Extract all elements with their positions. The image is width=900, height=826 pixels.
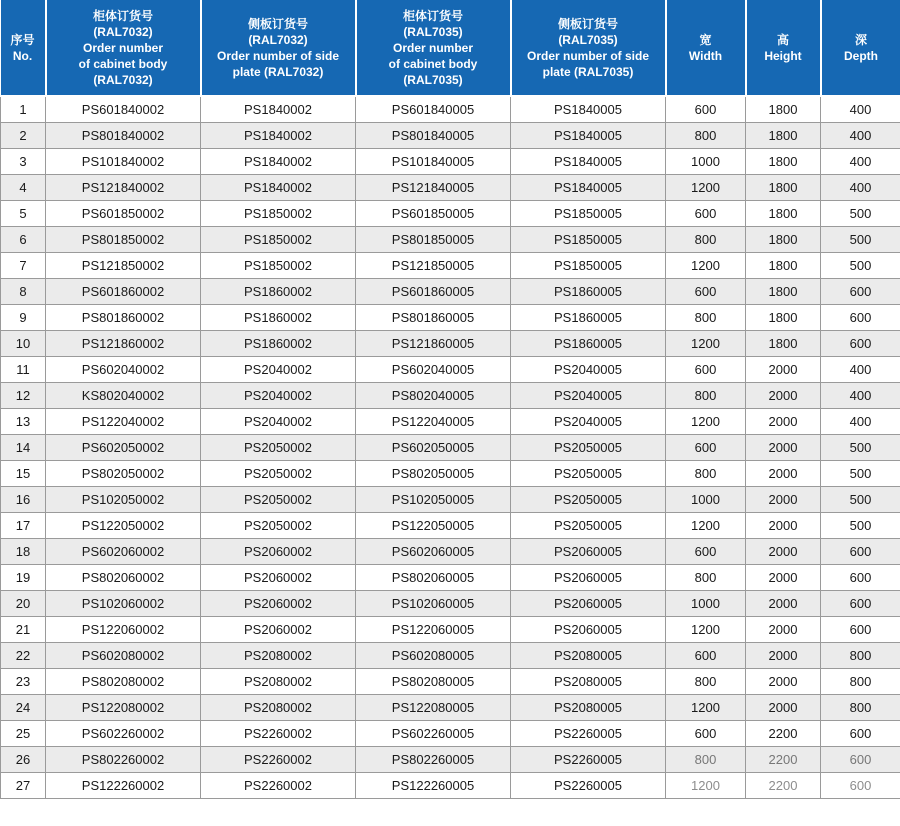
cell-width: 600 xyxy=(666,538,746,564)
column-header-body-ral7035-en1: Order number xyxy=(392,40,473,55)
cell-height: 2200 xyxy=(746,746,821,772)
cell-side-ral7032: PS1840002 xyxy=(201,122,356,148)
column-header-depth xyxy=(821,0,900,96)
cell-depth: 600 xyxy=(821,720,900,746)
cell-body-ral7035: PS802060005 xyxy=(356,564,511,590)
cell-no: 23 xyxy=(1,668,46,694)
column-header-body-ral7035-en3: (RAL7035) xyxy=(403,72,463,87)
cell-no: 15 xyxy=(1,460,46,486)
table-row xyxy=(1,486,900,512)
cell-height: 2000 xyxy=(746,642,821,668)
cell-body-ral7035: PS122260005 xyxy=(356,772,511,798)
cell-no: 20 xyxy=(1,590,46,616)
column-header-side-ral7035-ral: (RAL7035) xyxy=(558,32,618,47)
cell-side-ral7035: PS1840005 xyxy=(511,96,666,122)
cell-side-ral7035: PS2060005 xyxy=(511,616,666,642)
table-row xyxy=(1,460,900,486)
cell-side-ral7035: PS1850005 xyxy=(511,200,666,226)
cell-body-ral7035: PS601860005 xyxy=(356,278,511,304)
cell-depth: 400 xyxy=(821,174,900,200)
cell-body-ral7035: PS802260005 xyxy=(356,746,511,772)
table-row xyxy=(1,408,900,434)
table-row xyxy=(1,382,900,408)
cell-body-ral7035: PS602080005 xyxy=(356,642,511,668)
cell-no: 14 xyxy=(1,434,46,460)
cell-side-ral7035: PS1840005 xyxy=(511,148,666,174)
cell-depth: 600 xyxy=(821,564,900,590)
table-row xyxy=(1,564,900,590)
table-row xyxy=(1,616,900,642)
column-header-width-zh: 宽 xyxy=(699,32,712,47)
cell-no: 18 xyxy=(1,538,46,564)
cell-side-ral7035: PS1840005 xyxy=(511,174,666,200)
cell-width: 1200 xyxy=(666,408,746,434)
column-header-side-ral7032-en2: plate (RAL7032) xyxy=(232,64,324,79)
cell-side-ral7035: PS1840005 xyxy=(511,122,666,148)
cell-height: 2000 xyxy=(746,486,821,512)
cell-body-ral7032: PS122260002 xyxy=(46,772,201,798)
cell-width: 800 xyxy=(666,460,746,486)
cell-height: 2000 xyxy=(746,538,821,564)
cell-side-ral7032: PS1850002 xyxy=(201,200,356,226)
cell-no: 25 xyxy=(1,720,46,746)
cell-side-ral7032: PS1860002 xyxy=(201,304,356,330)
cell-width: 600 xyxy=(666,642,746,668)
cell-height: 2200 xyxy=(746,720,821,746)
column-header-depth-en: Depth xyxy=(844,48,878,63)
cell-side-ral7032: PS2060002 xyxy=(201,590,356,616)
cell-height: 1800 xyxy=(746,122,821,148)
cell-body-ral7035: PS602060005 xyxy=(356,538,511,564)
cell-body-ral7035: PS801850005 xyxy=(356,226,511,252)
cell-body-ral7032: PS121850002 xyxy=(46,252,201,278)
table-row xyxy=(1,96,900,122)
cell-body-ral7035: PS801860005 xyxy=(356,304,511,330)
column-header-side-ral7035-en1: Order number of side xyxy=(526,48,650,63)
column-header-no-zh: 序号 xyxy=(10,32,35,47)
cell-side-ral7032: PS2260002 xyxy=(201,720,356,746)
cell-width: 1000 xyxy=(666,486,746,512)
cell-body-ral7032: PS122060002 xyxy=(46,616,201,642)
table-row xyxy=(1,252,900,278)
cell-side-ral7032: PS2080002 xyxy=(201,642,356,668)
cell-body-ral7035: PS602050005 xyxy=(356,434,511,460)
table-row xyxy=(1,122,900,148)
cell-body-ral7032: PS602060002 xyxy=(46,538,201,564)
cell-depth: 600 xyxy=(821,772,900,798)
column-header-body-ral7032-en1: Order number xyxy=(82,40,163,55)
cell-body-ral7035: PS601850005 xyxy=(356,200,511,226)
column-header-side-ral7032 xyxy=(201,0,356,96)
cell-side-ral7035: PS2260005 xyxy=(511,746,666,772)
column-header-side-ral7035-zh: 侧板订货号 xyxy=(557,16,618,31)
cell-side-ral7032: PS2260002 xyxy=(201,772,356,798)
cell-side-ral7035: PS2060005 xyxy=(511,538,666,564)
cell-no: 12 xyxy=(1,382,46,408)
table-row xyxy=(1,200,900,226)
cell-height: 2000 xyxy=(746,668,821,694)
table-row xyxy=(1,746,900,772)
cell-depth: 500 xyxy=(821,486,900,512)
cell-width: 1200 xyxy=(666,616,746,642)
cell-body-ral7032: PS601850002 xyxy=(46,200,201,226)
cell-depth: 400 xyxy=(821,382,900,408)
table-body xyxy=(1,96,900,798)
cell-side-ral7032: PS2040002 xyxy=(201,382,356,408)
cell-no: 2 xyxy=(1,122,46,148)
cell-side-ral7032: PS2060002 xyxy=(201,564,356,590)
column-header-side-ral7032-en1: Order number of side xyxy=(216,48,340,63)
cell-no: 13 xyxy=(1,408,46,434)
cell-side-ral7032: PS1840002 xyxy=(201,174,356,200)
cell-body-ral7035: PS602040005 xyxy=(356,356,511,382)
cell-body-ral7032: PS801850002 xyxy=(46,226,201,252)
column-header-body-ral7032-ral: (RAL7032) xyxy=(93,24,153,39)
cell-no: 3 xyxy=(1,148,46,174)
cell-width: 1200 xyxy=(666,772,746,798)
cell-side-ral7035: PS1860005 xyxy=(511,330,666,356)
cell-body-ral7035: PS121850005 xyxy=(356,252,511,278)
cell-height: 1800 xyxy=(746,330,821,356)
cell-depth: 600 xyxy=(821,590,900,616)
cell-body-ral7032: PS121860002 xyxy=(46,330,201,356)
cell-side-ral7035: PS2060005 xyxy=(511,564,666,590)
cell-body-ral7032: PS802260002 xyxy=(46,746,201,772)
cell-no: 9 xyxy=(1,304,46,330)
cell-width: 1200 xyxy=(666,252,746,278)
cell-side-ral7035: PS1850005 xyxy=(511,226,666,252)
cell-no: 21 xyxy=(1,616,46,642)
cell-body-ral7032: PS102060002 xyxy=(46,590,201,616)
table-row xyxy=(1,512,900,538)
cell-side-ral7032: PS2050002 xyxy=(201,486,356,512)
cell-body-ral7032: PS601860002 xyxy=(46,278,201,304)
column-header-body-ral7035 xyxy=(356,0,511,96)
cell-width: 800 xyxy=(666,122,746,148)
column-header-side-ral7035 xyxy=(511,0,666,96)
table-row xyxy=(1,720,900,746)
cell-height: 2000 xyxy=(746,616,821,642)
cell-no: 16 xyxy=(1,486,46,512)
cell-body-ral7035: PS601840005 xyxy=(356,96,511,122)
header-row xyxy=(1,0,900,96)
cell-side-ral7035: PS2260005 xyxy=(511,720,666,746)
cell-width: 800 xyxy=(666,564,746,590)
cell-side-ral7035: PS2050005 xyxy=(511,486,666,512)
cell-width: 1200 xyxy=(666,512,746,538)
column-header-height xyxy=(746,0,821,96)
cell-body-ral7032: PS801840002 xyxy=(46,122,201,148)
cell-height: 2200 xyxy=(746,772,821,798)
cell-body-ral7032: PS602080002 xyxy=(46,642,201,668)
cell-no: 11 xyxy=(1,356,46,382)
cell-depth: 400 xyxy=(821,122,900,148)
cell-width: 600 xyxy=(666,96,746,122)
table-row xyxy=(1,304,900,330)
cell-depth: 400 xyxy=(821,408,900,434)
cell-side-ral7035: PS2060005 xyxy=(511,590,666,616)
column-header-body-ral7035-zh: 柜体订货号 xyxy=(402,8,463,23)
column-header-body-ral7035-ral: (RAL7035) xyxy=(403,24,463,39)
table-row xyxy=(1,590,900,616)
column-header-body-ral7035-en2: of cabinet body xyxy=(388,56,478,71)
cell-body-ral7035: PS121860005 xyxy=(356,330,511,356)
cell-depth: 500 xyxy=(821,434,900,460)
cell-body-ral7032: PS122080002 xyxy=(46,694,201,720)
cell-width: 600 xyxy=(666,278,746,304)
cell-width: 600 xyxy=(666,356,746,382)
cell-side-ral7035: PS2080005 xyxy=(511,694,666,720)
cell-width: 1000 xyxy=(666,590,746,616)
cell-depth: 600 xyxy=(821,330,900,356)
cell-depth: 500 xyxy=(821,512,900,538)
cell-body-ral7032: PS101840002 xyxy=(46,148,201,174)
cell-body-ral7032: KS802040002 xyxy=(46,382,201,408)
cell-no: 22 xyxy=(1,642,46,668)
cell-depth: 600 xyxy=(821,278,900,304)
cell-depth: 500 xyxy=(821,226,900,252)
cell-width: 1200 xyxy=(666,174,746,200)
cell-depth: 500 xyxy=(821,200,900,226)
cell-body-ral7035: PS122050005 xyxy=(356,512,511,538)
cell-body-ral7032: PS122040002 xyxy=(46,408,201,434)
cell-side-ral7035: PS2050005 xyxy=(511,434,666,460)
cell-depth: 800 xyxy=(821,668,900,694)
cell-depth: 600 xyxy=(821,538,900,564)
cell-body-ral7032: PS602050002 xyxy=(46,434,201,460)
cell-height: 1800 xyxy=(746,304,821,330)
cell-side-ral7035: PS2050005 xyxy=(511,512,666,538)
cell-side-ral7035: PS2040005 xyxy=(511,356,666,382)
cell-side-ral7032: PS1860002 xyxy=(201,330,356,356)
cell-depth: 500 xyxy=(821,460,900,486)
column-header-body-ral7032-zh: 柜体订货号 xyxy=(92,8,153,23)
cell-side-ral7035: PS2040005 xyxy=(511,408,666,434)
column-header-height-zh: 高 xyxy=(776,32,789,47)
cell-side-ral7035: PS1860005 xyxy=(511,304,666,330)
cell-no: 17 xyxy=(1,512,46,538)
cell-height: 1800 xyxy=(746,174,821,200)
table-row xyxy=(1,538,900,564)
cell-side-ral7032: PS2050002 xyxy=(201,434,356,460)
cell-height: 2000 xyxy=(746,408,821,434)
cell-width: 800 xyxy=(666,382,746,408)
cell-no: 19 xyxy=(1,564,46,590)
table-row xyxy=(1,278,900,304)
cell-depth: 600 xyxy=(821,746,900,772)
cell-depth: 400 xyxy=(821,148,900,174)
cell-no: 7 xyxy=(1,252,46,278)
cell-side-ral7032: PS2050002 xyxy=(201,512,356,538)
cell-no: 6 xyxy=(1,226,46,252)
cell-body-ral7035: PS102060005 xyxy=(356,590,511,616)
cell-no: 1 xyxy=(1,96,46,122)
table-row xyxy=(1,668,900,694)
cell-depth: 600 xyxy=(821,304,900,330)
cell-side-ral7032: PS2060002 xyxy=(201,538,356,564)
cell-height: 2000 xyxy=(746,694,821,720)
cell-body-ral7035: PS102050005 xyxy=(356,486,511,512)
cell-body-ral7035: PS122080005 xyxy=(356,694,511,720)
cell-side-ral7032: PS2260002 xyxy=(201,746,356,772)
column-header-body-ral7032-en2: of cabinet body xyxy=(78,56,168,71)
cell-body-ral7032: PS802060002 xyxy=(46,564,201,590)
table-row xyxy=(1,148,900,174)
cell-side-ral7032: PS1850002 xyxy=(201,252,356,278)
cell-body-ral7032: PS121840002 xyxy=(46,174,201,200)
cell-body-ral7032: PS602260002 xyxy=(46,720,201,746)
table-row xyxy=(1,174,900,200)
cell-body-ral7032: PS802050002 xyxy=(46,460,201,486)
cell-side-ral7032: PS1860002 xyxy=(201,278,356,304)
column-header-side-ral7032-ral: (RAL7032) xyxy=(248,32,308,47)
table-row xyxy=(1,226,900,252)
cell-body-ral7035: PS802040005 xyxy=(356,382,511,408)
cell-depth: 800 xyxy=(821,642,900,668)
cell-body-ral7035: PS122060005 xyxy=(356,616,511,642)
cell-width: 1200 xyxy=(666,330,746,356)
cell-width: 1000 xyxy=(666,148,746,174)
cell-height: 1800 xyxy=(746,226,821,252)
column-header-no xyxy=(1,0,46,96)
cell-body-ral7032: PS801860002 xyxy=(46,304,201,330)
column-header-body-ral7032 xyxy=(46,0,201,96)
table-row xyxy=(1,356,900,382)
cell-no: 5 xyxy=(1,200,46,226)
cell-body-ral7032: PS102050002 xyxy=(46,486,201,512)
cell-no: 24 xyxy=(1,694,46,720)
cell-height: 1800 xyxy=(746,252,821,278)
cell-side-ral7032: PS1840002 xyxy=(201,148,356,174)
cell-body-ral7032: PS601840002 xyxy=(46,96,201,122)
cell-side-ral7032: PS1840002 xyxy=(201,96,356,122)
cell-side-ral7035: PS2080005 xyxy=(511,642,666,668)
cell-body-ral7032: PS122050002 xyxy=(46,512,201,538)
column-header-side-ral7032-zh: 侧板订货号 xyxy=(247,16,308,31)
cell-width: 800 xyxy=(666,226,746,252)
cell-width: 800 xyxy=(666,668,746,694)
cell-side-ral7032: PS1850002 xyxy=(201,226,356,252)
cell-width: 600 xyxy=(666,200,746,226)
cell-height: 2000 xyxy=(746,590,821,616)
cell-width: 800 xyxy=(666,746,746,772)
cell-height: 2000 xyxy=(746,434,821,460)
cell-no: 27 xyxy=(1,772,46,798)
cell-body-ral7035: PS101840005 xyxy=(356,148,511,174)
column-header-side-ral7035-en2: plate (RAL7035) xyxy=(542,64,634,79)
cell-depth: 500 xyxy=(821,252,900,278)
cell-side-ral7032: PS2050002 xyxy=(201,460,356,486)
cell-height: 1800 xyxy=(746,96,821,122)
column-header-height-en: Height xyxy=(764,48,802,63)
column-header-width-en: Width xyxy=(688,48,723,63)
column-header-body-ral7032-en3: (RAL7032) xyxy=(93,72,153,87)
cell-side-ral7032: PS2040002 xyxy=(201,408,356,434)
cell-height: 2000 xyxy=(746,512,821,538)
cell-height: 1800 xyxy=(746,148,821,174)
cell-body-ral7035: PS122040005 xyxy=(356,408,511,434)
cell-height: 2000 xyxy=(746,460,821,486)
cell-width: 600 xyxy=(666,720,746,746)
cell-side-ral7032: PS2080002 xyxy=(201,694,356,720)
table-row xyxy=(1,772,900,798)
cell-no: 8 xyxy=(1,278,46,304)
cell-height: 2000 xyxy=(746,564,821,590)
cell-no: 4 xyxy=(1,174,46,200)
column-header-depth-zh: 深 xyxy=(854,32,867,47)
cell-side-ral7035: PS2050005 xyxy=(511,460,666,486)
cell-height: 1800 xyxy=(746,278,821,304)
cell-side-ral7035: PS1850005 xyxy=(511,252,666,278)
cell-body-ral7035: PS802080005 xyxy=(356,668,511,694)
cell-side-ral7032: PS2040002 xyxy=(201,356,356,382)
cell-body-ral7035: PS802050005 xyxy=(356,460,511,486)
cell-height: 2000 xyxy=(746,382,821,408)
cell-side-ral7035: PS2260005 xyxy=(511,772,666,798)
cell-body-ral7032: PS802080002 xyxy=(46,668,201,694)
table-header xyxy=(1,0,900,96)
cell-no: 26 xyxy=(1,746,46,772)
cell-body-ral7035: PS602260005 xyxy=(356,720,511,746)
column-header-width xyxy=(666,0,746,96)
table-row xyxy=(1,694,900,720)
cell-no: 10 xyxy=(1,330,46,356)
cell-body-ral7032: PS602040002 xyxy=(46,356,201,382)
table-row xyxy=(1,434,900,460)
cell-depth: 400 xyxy=(821,96,900,122)
cell-side-ral7032: PS2080002 xyxy=(201,668,356,694)
cell-body-ral7035: PS801840005 xyxy=(356,122,511,148)
cell-side-ral7035: PS2080005 xyxy=(511,668,666,694)
table-row xyxy=(1,642,900,668)
column-header-no-en: No. xyxy=(12,48,33,63)
cell-depth: 400 xyxy=(821,356,900,382)
cell-height: 1800 xyxy=(746,200,821,226)
cell-width: 1200 xyxy=(666,694,746,720)
cell-height: 2000 xyxy=(746,356,821,382)
cell-depth: 800 xyxy=(821,694,900,720)
cell-side-ral7032: PS2060002 xyxy=(201,616,356,642)
table-row xyxy=(1,330,900,356)
cell-body-ral7035: PS121840005 xyxy=(356,174,511,200)
cell-width: 600 xyxy=(666,434,746,460)
cell-side-ral7035: PS2040005 xyxy=(511,382,666,408)
cell-width: 800 xyxy=(666,304,746,330)
cell-depth: 600 xyxy=(821,616,900,642)
cell-side-ral7035: PS1860005 xyxy=(511,278,666,304)
